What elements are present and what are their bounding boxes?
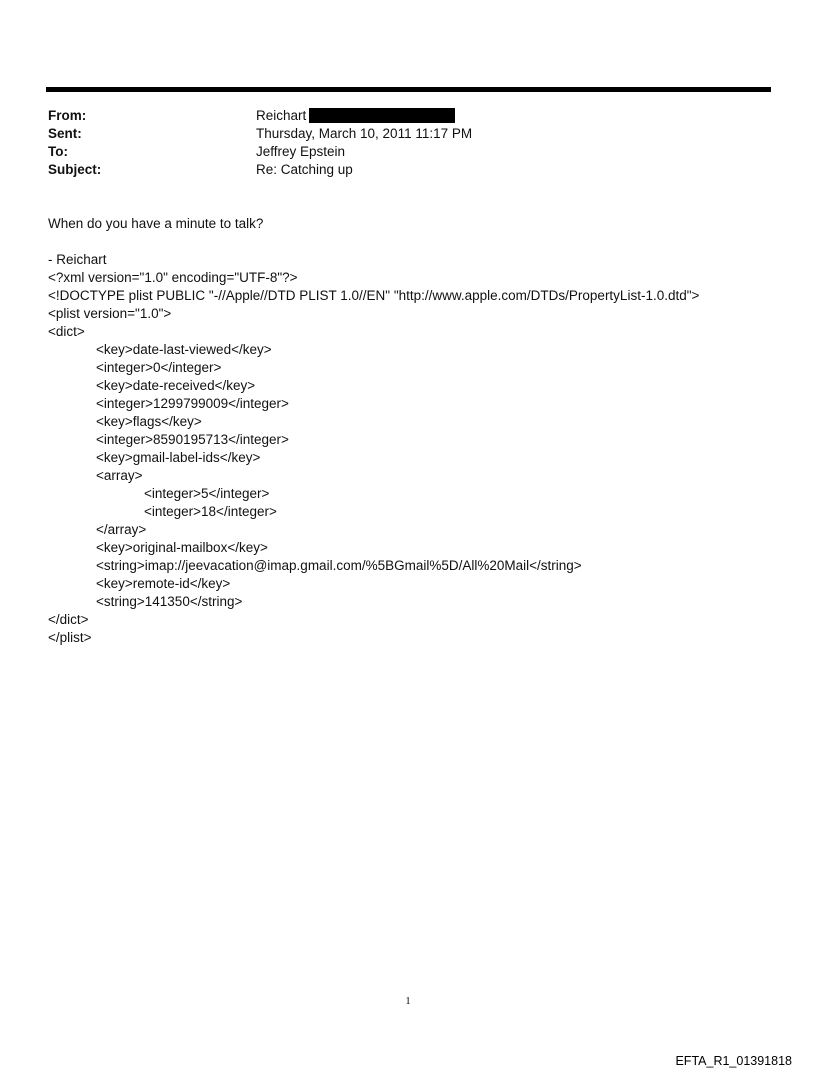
xml-line: <key>original-mailbox</key> (96, 540, 268, 555)
xml-line: </array> (96, 522, 147, 537)
xml-line: </dict> (48, 612, 89, 627)
message-question: When do you have a minute to talk? (48, 216, 264, 231)
sent-value: Thursday, March 10, 2011 11:17 PM (256, 126, 473, 141)
xml-line: <key>gmail-label-ids</key> (96, 450, 261, 465)
xml-line: <string>imap://jeevacation@imap.gmail.com/%5BGmail%5D/All%20Mail</string> (96, 558, 582, 573)
xml-line: <dict> (48, 324, 85, 339)
redaction-bar (309, 108, 455, 123)
xml-line: <array> (96, 468, 143, 483)
xml-line: </plist> (48, 630, 92, 645)
xml-line: <key>remote-id</key> (96, 576, 231, 591)
xml-line: <integer>18</integer> (144, 504, 277, 519)
xml-line: <integer>5</integer> (144, 486, 270, 501)
to-label: To: (48, 144, 68, 159)
xml-line: <integer>8590195713</integer> (96, 432, 289, 447)
from-name: Reichart (256, 108, 307, 123)
to-value: Jeffrey Epstein (256, 144, 346, 159)
xml-line: <?xml version="1.0" encoding="UTF-8"?> (48, 270, 298, 285)
xml-line: <!DOCTYPE plist PUBLIC "-//Apple//DTD PLIST 1.0//EN" "http://www.apple.com/DTDs/PropertyList-1.0.dtd"> (48, 288, 700, 303)
subject-value: Re: Catching up (256, 162, 353, 177)
xml-line: <string>141350</string> (96, 594, 243, 609)
document-id: EFTA_R1_01391818 (675, 1054, 792, 1068)
message-signature: - Reichart (48, 252, 107, 267)
page-number: 1 (405, 995, 411, 1007)
from-value (256, 107, 455, 125)
from-label: From: (48, 108, 87, 123)
xml-line: <key>date-last-viewed</key> (96, 342, 272, 357)
xml-line: <key>flags</key> (96, 414, 202, 429)
xml-line: <plist version="1.0"> (48, 306, 172, 321)
sent-label: Sent: (48, 126, 82, 141)
header-divider (46, 87, 771, 92)
subject-label: Subject: (48, 162, 102, 177)
xml-line: <key>date-received</key> (96, 378, 256, 393)
xml-line: <integer>0</integer> (96, 360, 222, 375)
xml-line: <integer>1299799009</integer> (96, 396, 289, 411)
plist-xml-block (48, 269, 699, 647)
